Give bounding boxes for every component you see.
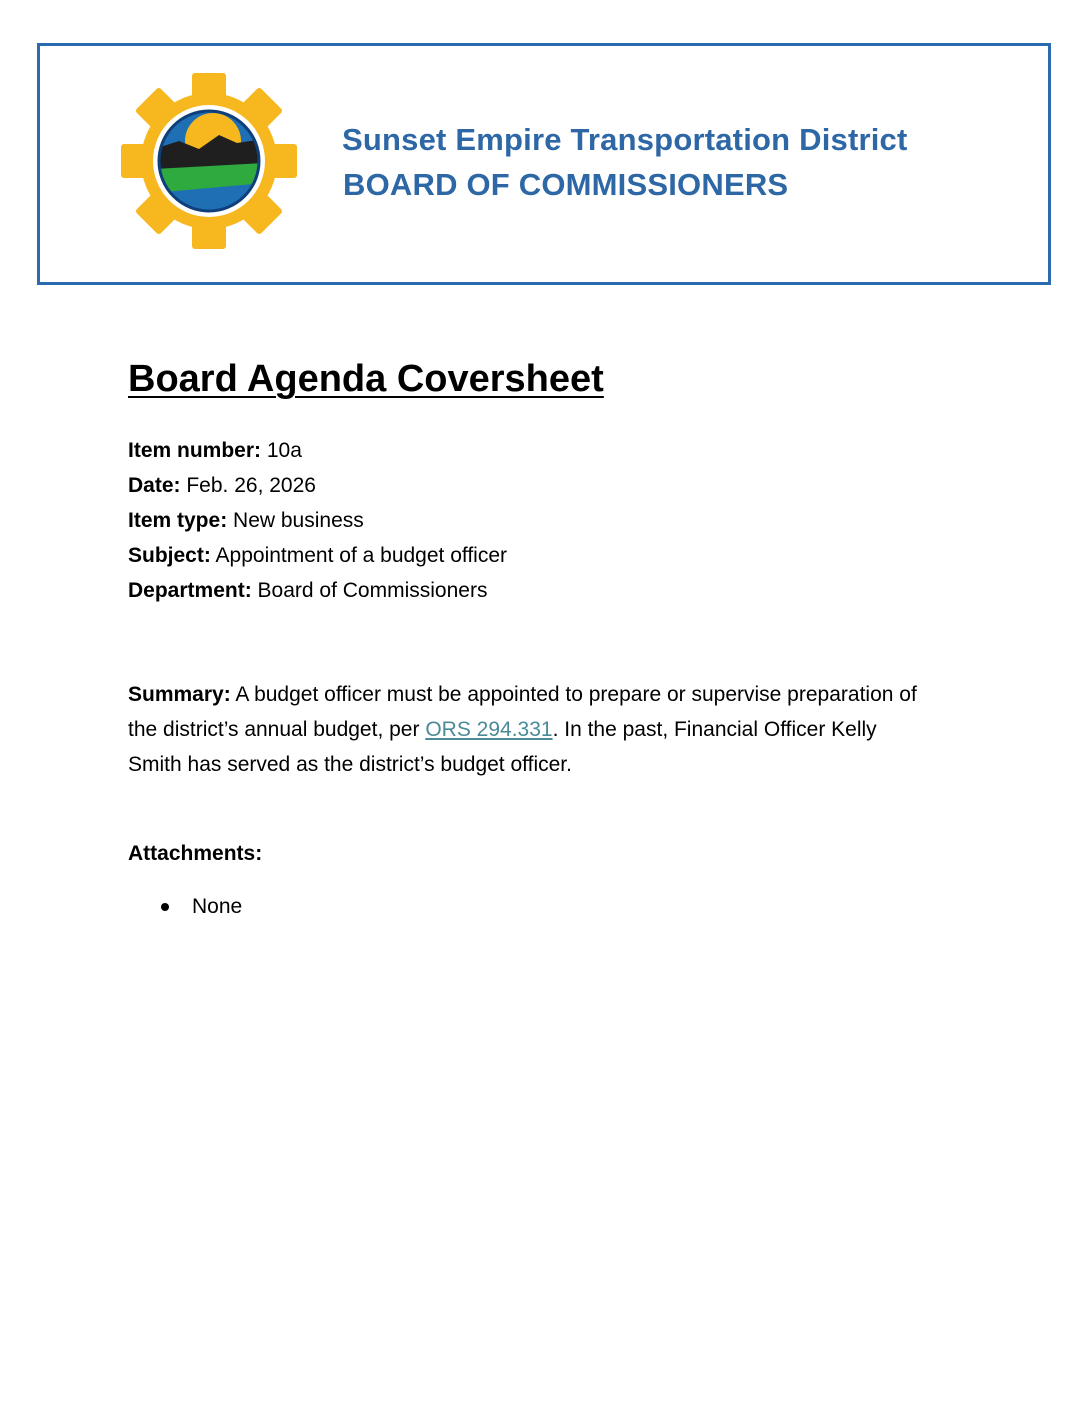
subject-row	[128, 538, 507, 573]
department-value: Board of Commissioners	[257, 579, 488, 602]
agenda-item-details	[128, 433, 507, 608]
date-row	[128, 468, 507, 503]
ors-statute-link[interactable]: ORS 294.331	[425, 718, 553, 741]
summary-label: Summary:	[128, 683, 231, 706]
attachments-heading: Attachments:	[128, 842, 263, 865]
department-label: Department:	[128, 579, 252, 602]
attachment-item-text: None	[192, 895, 243, 918]
item-number-label: Item number:	[128, 439, 262, 462]
subject-value: Appointment of a budget officer	[215, 544, 508, 567]
item-type-label: Item type:	[128, 509, 228, 532]
subject-label: Subject:	[128, 544, 211, 567]
date-label: Date:	[128, 474, 181, 497]
page-title: Board Agenda Coversheet	[128, 358, 604, 400]
bullet-icon	[161, 903, 169, 911]
item-number-row	[128, 433, 507, 468]
date-value: Feb. 26, 2026	[186, 474, 316, 497]
district-logo-icon	[119, 71, 299, 251]
item-number-value: 10a	[266, 439, 302, 462]
list-item	[128, 889, 242, 924]
attachments-list	[128, 889, 242, 924]
header-banner	[37, 43, 1051, 285]
department-row	[128, 573, 507, 608]
summary-paragraph	[128, 677, 928, 782]
organization-name: Sunset Empire Transportation District	[342, 122, 908, 157]
summary-text-after-link: . In the past, Financial Officer Kelly Smith has served as the district’s budget officer.	[128, 718, 877, 776]
board-name: BOARD OF COMMISSIONERS	[343, 167, 789, 202]
item-type-row	[128, 503, 507, 538]
item-type-value: New business	[233, 509, 364, 532]
summary-text-before-link: A budget officer must be appointed to prepare or supervise preparation of the district’s annual budget, per	[128, 683, 917, 741]
